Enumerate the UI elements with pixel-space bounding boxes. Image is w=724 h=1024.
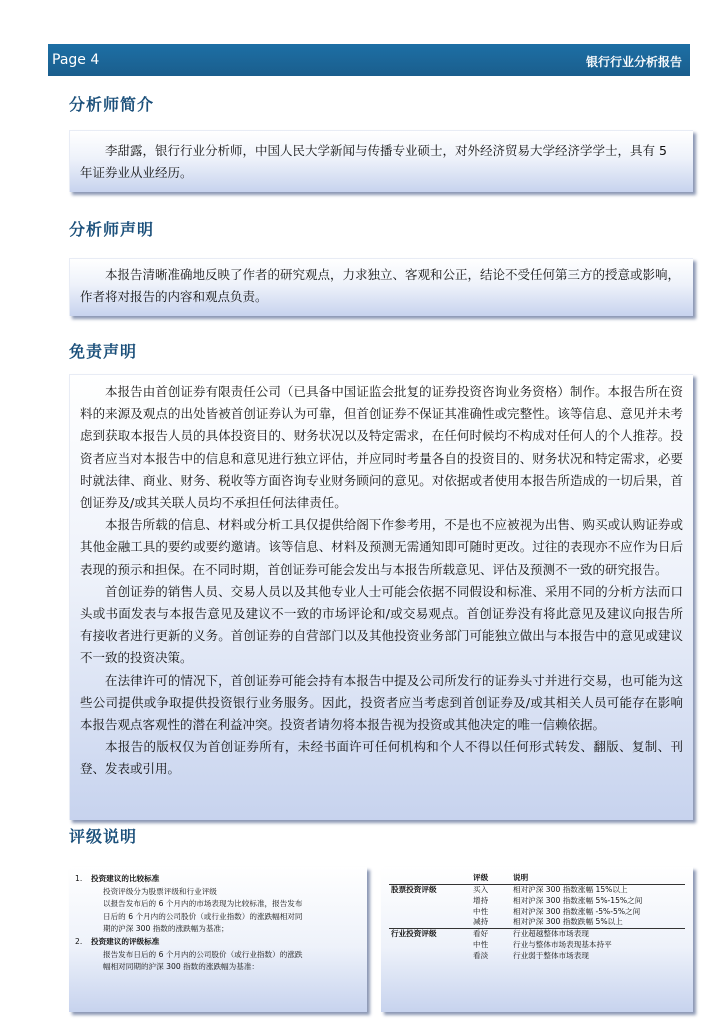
rating-table-box bbox=[381, 867, 693, 1012]
criteria-item-line: 期的沪深 300 指数的涨跌幅为基准； bbox=[103, 924, 229, 934]
table-row bbox=[389, 896, 685, 907]
disclaimer-box bbox=[69, 374, 693, 820]
criteria-item-line: 报告发布日后的 6 个月内的公司股价（或行业指数）的涨跌 bbox=[103, 949, 303, 959]
description-cell: 行业超越整体市场表现 bbox=[511, 929, 685, 940]
criteria-item-number: 2. bbox=[75, 936, 83, 946]
table-row bbox=[389, 929, 685, 940]
rating-table bbox=[389, 871, 685, 962]
analyst-statement-title: 分析师声明 bbox=[69, 220, 155, 239]
analyst-intro-text: 李甜露，银行行业分析师，中国人民大学新闻与传播专业硕士，对外经济贸易大学经济学学士，具有 5 年证券业从业经历。 bbox=[80, 143, 667, 180]
description-cell: 相对沪深 300 指数涨幅 5%-15%之间 bbox=[513, 895, 643, 905]
disclaimer-paragraph: 本报告的版权仅为首创证券所有，未经书面许可任何机构和个人不得以任何形式转发、翻版、复制、刊登、发表或引用。 bbox=[80, 739, 683, 777]
criteria-item-1 bbox=[75, 873, 359, 886]
criteria-item-2 bbox=[75, 936, 359, 949]
description-cell: 相对沪深 300 指数跌幅 5%以上 bbox=[513, 917, 623, 927]
rating-cell: 中性 bbox=[473, 939, 489, 949]
report-title: 银行行业分析报告 bbox=[585, 55, 682, 69]
rating-cell: 减持 bbox=[473, 917, 489, 927]
table-row bbox=[389, 917, 685, 928]
rating-cell: 看好 bbox=[471, 929, 511, 940]
rating-title: 评级说明 bbox=[69, 827, 138, 846]
criteria-item-line: 幅相对同期的沪深 300 指数的涨跌幅为基准： bbox=[103, 962, 260, 972]
rating-cell: 中性 bbox=[473, 906, 489, 916]
table-header-cell: 说明 bbox=[511, 871, 685, 885]
industry-rating-label: 行业投资评级 bbox=[389, 929, 471, 940]
analyst-intro-title: 分析师简介 bbox=[69, 95, 155, 114]
rating-cell: 增持 bbox=[473, 895, 489, 905]
disclaimer-paragraph: 本报告由首创证券有限责任公司（已具备中国证监会批复的证券投资咨询业务资格）制作。本报告所在资料的来源及观点的出处皆被首创证券认为可靠，但首创证券不保证其准确性或完整性。该等信息、意见并未考虑到获取本报告人员的具体投资目的、财务状况以及特定需求，在任何时候均不构成对任何人的个人推荐。投资者应当对本报告中的信息和意见进行独立评估，并应同时考量各自的投资目的、财务状况和特定需求，必要时就法律、商业、财务、税收等方面咨询专业财务顾问的意见。对依据或者使用本报告所造成的一切后果，首创证券及/或其关联人员均不承担任何法律责任。 bbox=[80, 384, 683, 511]
table-row bbox=[389, 940, 685, 951]
disclaimer-paragraph: 首创证券的销售人员、交易人员以及其他专业人士可能会依据不同假设和标准、采用不同的分析方法而口头或书面发表与本报告意见及建议不一致的市场评论和/或交易观点。首创证券没有将此意见及建议向报告所有接收者进行更新的义务。首创证券的自营部门以及其他投资业务部门可能独立做出与本报告中的意见或建议不一致的投资决策。 bbox=[80, 583, 683, 666]
page-number: Page 4 bbox=[52, 52, 100, 68]
page-header bbox=[48, 44, 690, 76]
stock-rating-label: 股票投资评级 bbox=[391, 885, 437, 894]
table-row bbox=[389, 951, 685, 962]
criteria-item-line: 日后的 6 个月内的公司股价（或行业指数）的涨跌幅相对同 bbox=[103, 911, 303, 921]
disclaimer-paragraph: 本报告所载的信息、材料或分析工具仅提供给阁下作参考用，不是也不应被视为出售、购买或认购证券或其他金融工具的要约或要约邀请。该等信息、材料及预测无需通知即可随时更改。过往的表现亦不应作为日后表现的预示和担保。在不同时期，首创证券可能会发出与本报告所载意见、评估及预测不一致的研究报告。 bbox=[80, 517, 683, 577]
criteria-item-line: 投资评级分为股票评级和行业评级 bbox=[103, 886, 217, 896]
rating-criteria-box bbox=[69, 867, 367, 1012]
table-header-row bbox=[389, 871, 685, 885]
rating-cell: 买入 bbox=[473, 885, 489, 894]
table-row bbox=[389, 907, 685, 918]
criteria-item-title: 投资建议的比较标准 bbox=[91, 874, 160, 883]
disclaimer-title: 免责声明 bbox=[69, 342, 138, 361]
criteria-item-number: 1. bbox=[75, 874, 83, 883]
description-cell: 行业弱于整体市场表现 bbox=[513, 950, 589, 960]
analyst-intro-box bbox=[69, 130, 693, 192]
analyst-statement-box bbox=[69, 258, 693, 316]
analyst-statement-text: 本报告清晰准确地反映了作者的研究观点，力求独立、客观和公正，结论不受任何第三方的授意或影响，作者将对报告的内容和观点负责。 bbox=[80, 267, 681, 304]
table-header-cell: 评级 bbox=[471, 871, 511, 885]
table-row bbox=[389, 885, 685, 896]
description-cell: 相对沪深 300 指数涨幅 -5%-5%之间 bbox=[513, 906, 641, 916]
rating-cell: 看淡 bbox=[473, 950, 489, 960]
criteria-item-line: 以报告发布后的 6 个月内的市场表现为比较标准，报告发布 bbox=[103, 899, 303, 909]
table-header-cell bbox=[389, 871, 471, 885]
criteria-item-title: 投资建议的评级标准 bbox=[91, 936, 160, 946]
disclaimer-paragraph: 在法律许可的情况下，首创证券可能会持有本报告中提及公司所发行的证券头寸并进行交易，也可能为这些公司提供或争取提供投资银行业务服务。因此，投资者应当考虑到首创证券及/或其相关人员可能存在影响本报告观点客观性的潜在利益冲突。投资者请勿将本报告视为投资或其他决定的唯一信赖依据。 bbox=[80, 672, 683, 733]
description-cell: 行业与整体市场表现基本持平 bbox=[513, 939, 612, 949]
description-cell: 相对沪深 300 指数涨幅 15%以上 bbox=[513, 885, 628, 894]
